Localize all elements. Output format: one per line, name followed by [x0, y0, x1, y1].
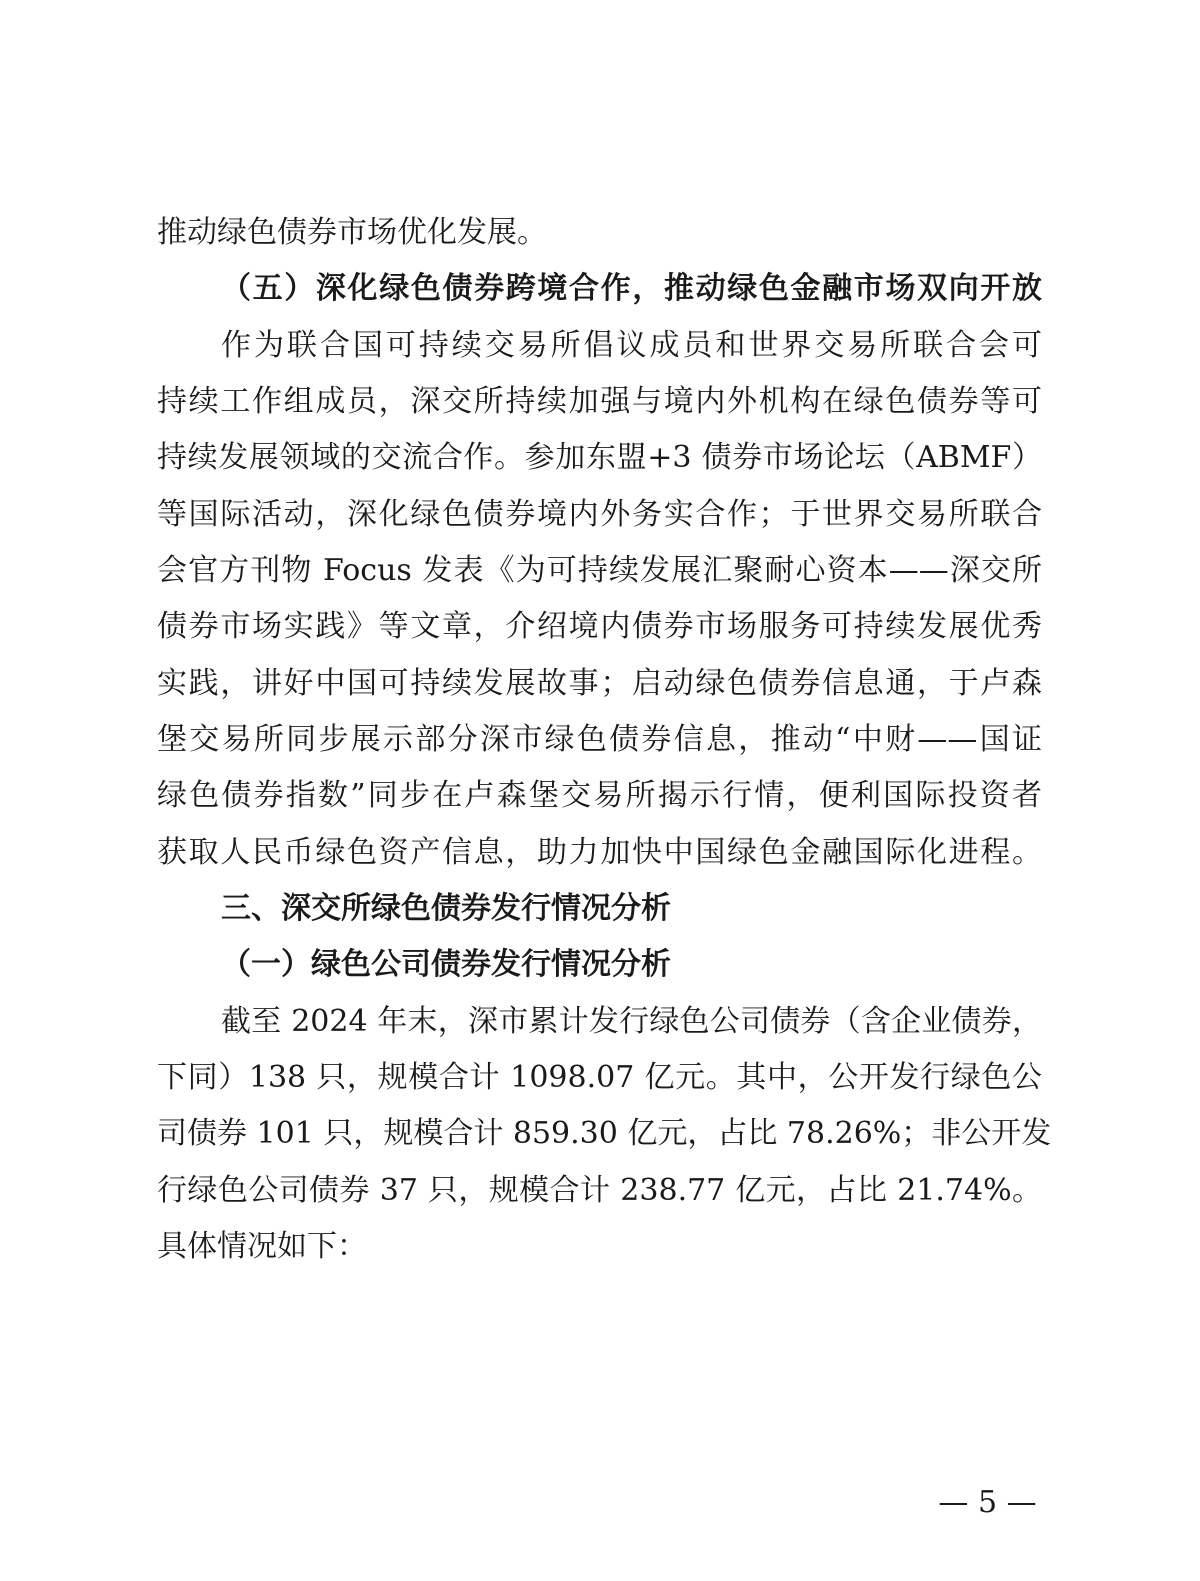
paragraph-line: 等国际活动，深化绿色债券境内外务实合作；于世界交易所联合 — [157, 497, 1042, 532]
paragraph-line: 绿色债券指数”同步在卢森堡交易所揭示行情，便利国际投资者 — [157, 778, 1042, 813]
paragraph-line: 行绿色公司债券 37 只，规模合计 238.77 亿元，占比 21.74%。 — [157, 1173, 1042, 1208]
page-number: — 5 — — [938, 1485, 1037, 1520]
paragraph-line: 持续发展领域的交流合作。参加东盟+3 债券市场论坛（ABMF） — [157, 440, 1042, 475]
paragraph-line: 司债券 101 只，规模合计 859.30 亿元，占比 78.26%；非公开发 — [157, 1116, 1052, 1151]
paragraph-line: 持续工作组成员，深交所持续加强与境内外机构在绿色债券等可 — [157, 384, 1042, 419]
paragraph-line: 具体情况如下： — [157, 1229, 367, 1264]
paragraph-line: 推动绿色债券市场优化发展。 — [157, 215, 547, 250]
chapter-heading: 三、深交所绿色债券发行情况分析 — [221, 891, 671, 926]
paragraph-line: 会官方刊物 Focus 发表《为可持续发展汇聚耐心资本——深交所 — [157, 553, 1042, 588]
paragraph-line: 堡交易所同步展示部分深市绿色债券信息，推动“中财——国证 — [157, 722, 1042, 757]
subsection-heading: （一）绿色公司债券发行情况分析 — [221, 947, 671, 982]
paragraph-line: 下同）138 只，规模合计 1098.07 亿元。其中，公开发行绿色公 — [157, 1060, 1042, 1095]
paragraph-line: 债券市场实践》等文章，介绍境内债券市场服务可持续发展优秀 — [157, 609, 1042, 644]
paragraph-line: 实践，讲好中国可持续发展故事；启动绿色债券信息通，于卢森 — [157, 666, 1042, 701]
paragraph-line: 作为联合国可持续交易所倡议成员和世界交易所联合会可 — [221, 328, 1042, 363]
paragraph-line: 截至 2024 年末，深市累计发行绿色公司债券（含企业债券， — [221, 1004, 1042, 1039]
section-heading-5: （五）深化绿色债券跨境合作，推动绿色金融市场双向开放 — [221, 271, 1042, 306]
paragraph-line: 获取人民币绿色资产信息，助力加快中国绿色金融国际化进程。 — [157, 835, 1042, 870]
